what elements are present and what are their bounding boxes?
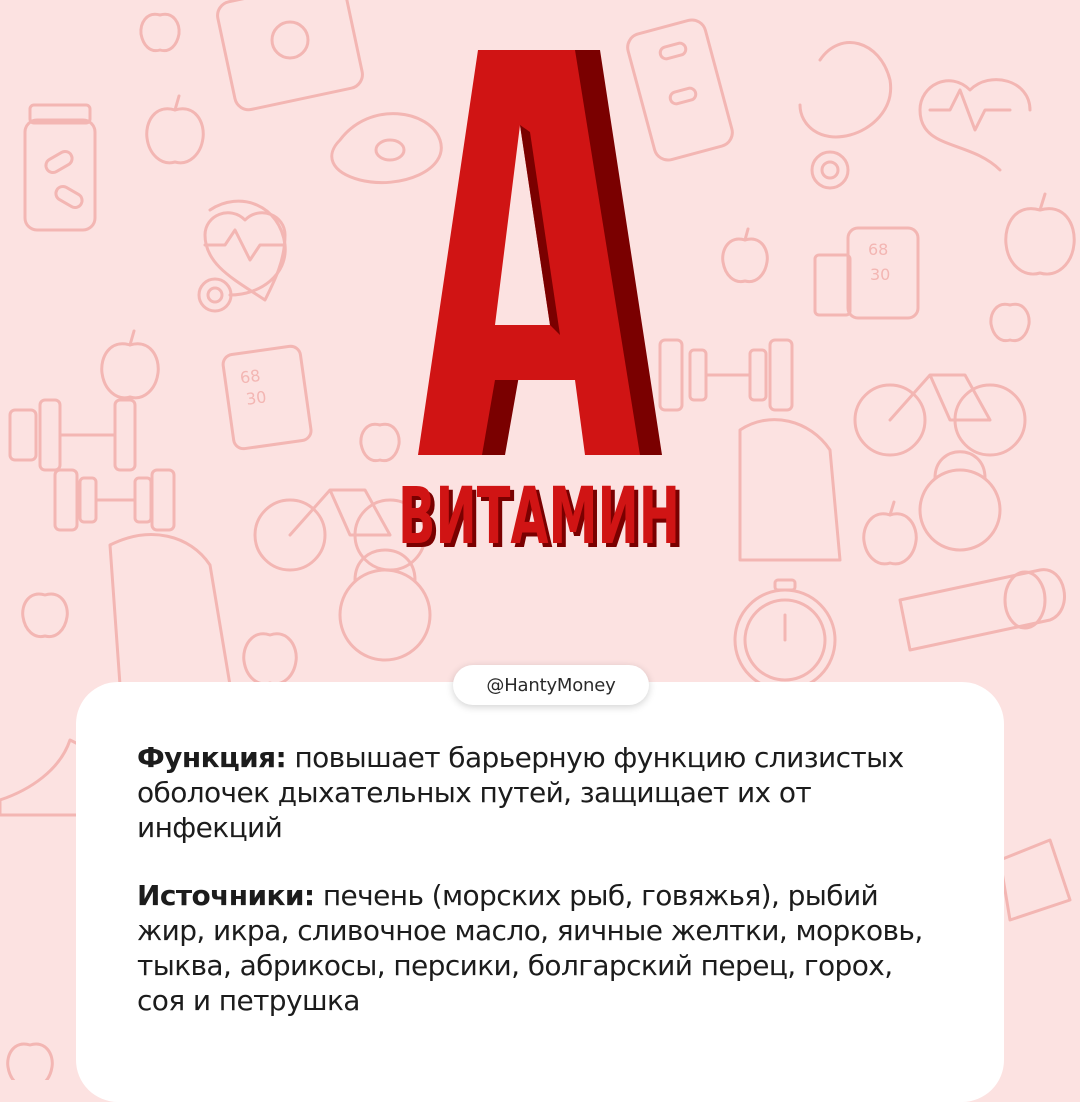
- title-word-shadow: ВИТАМИН: [402, 476, 684, 560]
- title-word: [380, 470, 700, 560]
- scale-icon: [215, 0, 365, 112]
- apple-icon: [8, 1044, 53, 1080]
- kettlebell-icon: [340, 550, 430, 660]
- apple-icon: [723, 229, 768, 282]
- sources-paragraph: [137, 878, 937, 1018]
- apple-icon: [991, 304, 1029, 340]
- apple-icon: [361, 424, 399, 460]
- apple-icon: [244, 634, 297, 684]
- stopwatch-icon: [735, 580, 835, 690]
- sources-text: печень (морских рыб, говяжья), рыбий жир, икра, сливочное масло, яичные желтки, морковь, тыква, абрикосы, персики, болгарский перец, горох, соя и петрушка: [137, 879, 923, 1017]
- dumbbell-icon: [10, 400, 135, 470]
- svg-text:30: 30: [244, 387, 268, 409]
- svg-text:68: 68: [868, 240, 889, 259]
- apple-icon: [141, 14, 179, 50]
- sources-label: Источники:: [137, 879, 315, 912]
- flexing-arm-icon: [800, 43, 891, 188]
- apple-icon: [1006, 194, 1074, 274]
- account-handle-text: @HantyMoney: [486, 674, 616, 696]
- function-text: повышает барьерную функцию слизистых оболочек дыхательных путей, защищает их от инфекций: [137, 741, 904, 844]
- apple-icon: [23, 594, 68, 637]
- dumbbell-icon: [55, 470, 174, 530]
- vitamin-letter: [400, 50, 700, 470]
- apple-icon: [147, 96, 204, 163]
- sneaker-icon: [1000, 840, 1070, 920]
- account-handle: [453, 665, 649, 705]
- function-paragraph: [137, 740, 937, 845]
- heart-pulse-icon: [920, 80, 1030, 170]
- blood-pressure-monitor-icon: [815, 228, 918, 318]
- apple-icon: [864, 502, 917, 564]
- bicycle-icon: [855, 375, 1025, 455]
- title-word-text: ВИТАМИН: [398, 472, 680, 560]
- pill-bottle-icon: [25, 105, 95, 230]
- yoga-mat-icon: [900, 570, 1064, 650]
- apple-icon: [102, 331, 159, 398]
- blood-pressure-monitor-icon: [222, 345, 312, 450]
- function-label: Функция:: [137, 741, 287, 774]
- svg-text:68: 68: [238, 365, 262, 388]
- kettlebell-icon: [920, 452, 1000, 550]
- svg-text:30: 30: [870, 265, 891, 284]
